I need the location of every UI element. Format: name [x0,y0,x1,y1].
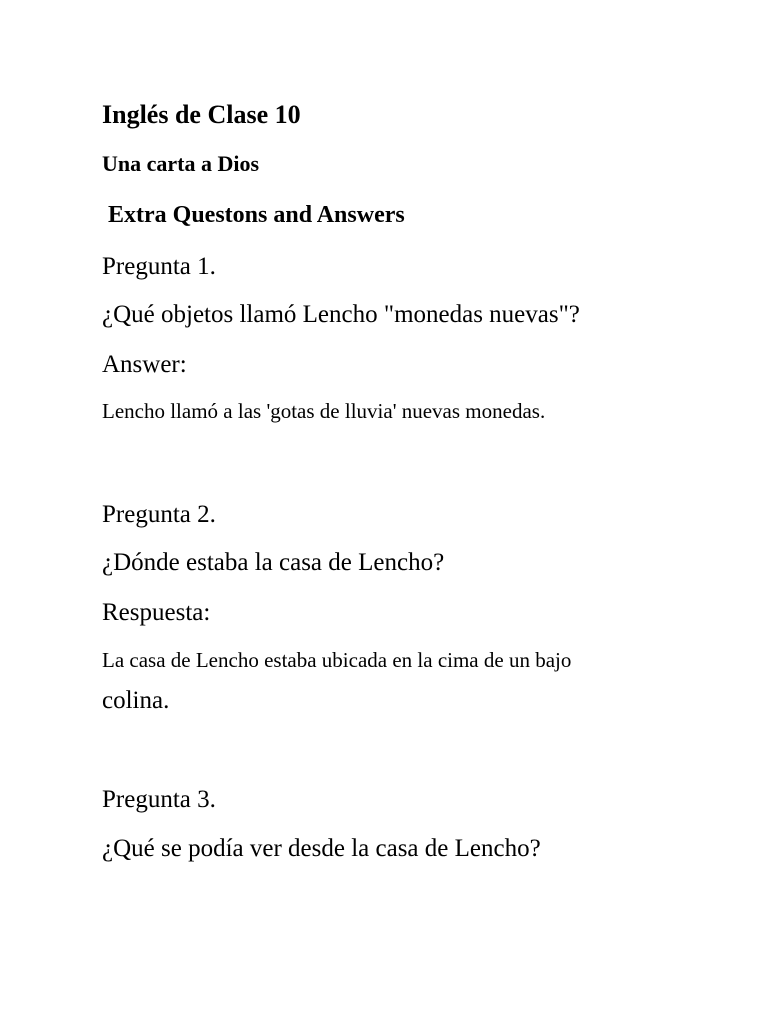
question-3-text: ¿Qué se podía ver desde la casa de Lencho? [102,835,541,862]
answer-2-text-line-1: La casa de Lencho estaba ubicada en la cima de un bajo [102,648,572,672]
section-heading: Extra Questons and Answers [102,202,405,228]
document-subtitle: Una carta a Dios [102,151,260,176]
answer-1-label: Answer: [102,351,187,378]
answer-2-text-line-2: colina. [102,687,170,714]
question-2-label: Pregunta 2. [102,501,216,528]
answer-1-text: Lencho llamó a las 'gotas de lluvia' nuevas monedas. [102,399,546,423]
answer-2-label: Respuesta: [102,599,211,626]
document-title: Inglés de Clase 10 [102,100,301,129]
question-1-text: ¿Qué objetos llamó Lencho "monedas nuevas"? [102,301,580,328]
question-3-label: Pregunta 3. [102,786,216,813]
question-1-label: Pregunta 1. [102,253,216,280]
question-2-text: ¿Dónde estaba la casa de Lencho? [102,549,445,576]
